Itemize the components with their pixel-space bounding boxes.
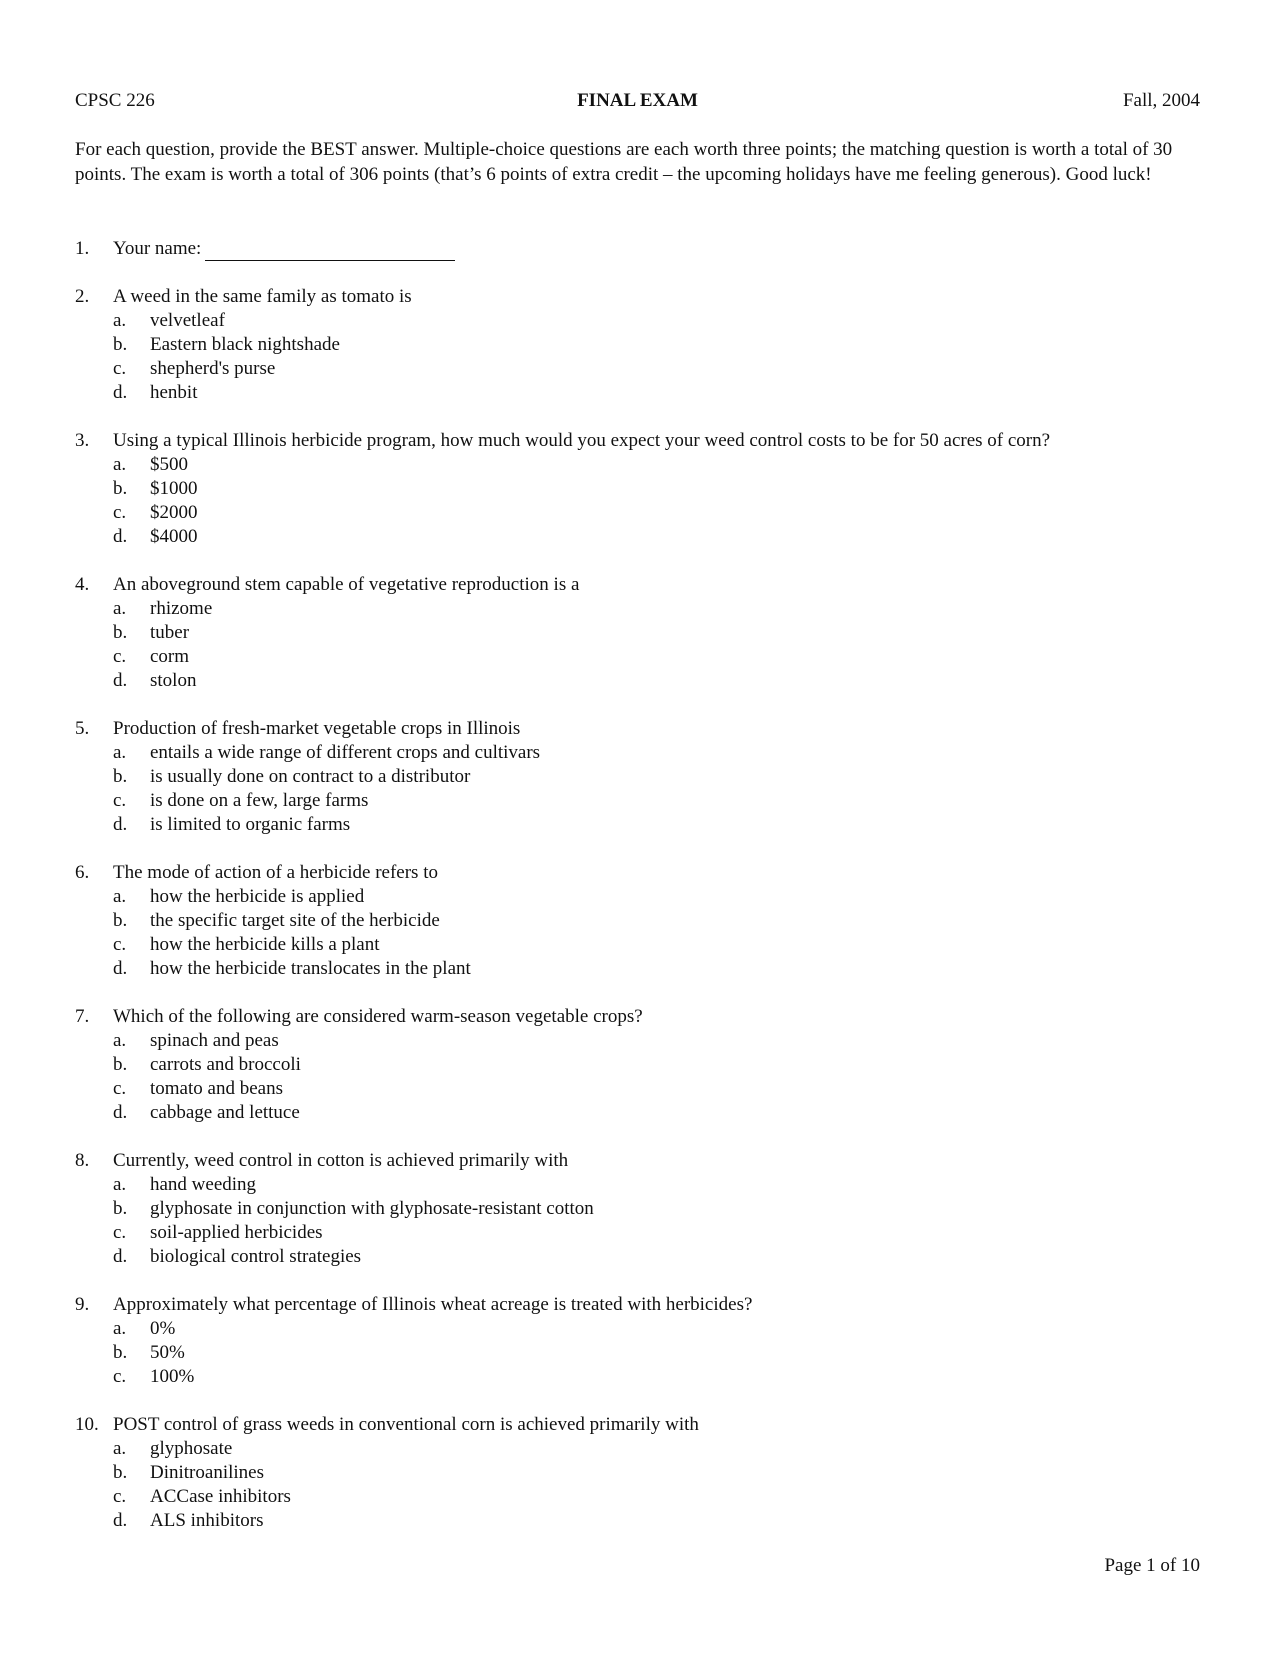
answer-option (113, 309, 1200, 333)
answer-option (113, 1029, 1200, 1053)
option-letter: c. (113, 646, 127, 667)
question-stem (75, 717, 1200, 741)
option-text: is limited to organic farms (150, 814, 351, 835)
question-text-content: An aboveground stem capable of vegetative reproduction is a (113, 574, 580, 595)
question-stem (75, 1149, 1200, 1173)
question-text (113, 1413, 1200, 1437)
answer-option (113, 1053, 1200, 1077)
answer-option (113, 1341, 1200, 1365)
option-letter: d. (113, 670, 128, 691)
answer-option (113, 501, 1200, 525)
answer-option (113, 885, 1200, 909)
answer-option (113, 597, 1200, 621)
option-letter: c. (113, 1222, 127, 1243)
question-stem (75, 1005, 1200, 1029)
question-stem (75, 285, 1200, 309)
option-text: how the herbicide is applied (150, 886, 365, 907)
instructions: For each question, provide the BEST answer. Multiple-choice questions are each worth three points; the matching question is worth a total of 30 points. The exam is worth a total of 306 points (that’s 6 points of extra credit – the upcoming holidays have me feeling generous). Good luck! (75, 139, 1173, 185)
question-number: 7. (75, 1006, 90, 1027)
option-text: entails a wide range of different crops and cultivars (150, 742, 541, 763)
option-text: biological control strategies (150, 1246, 362, 1267)
option-text: carrots and broccoli (150, 1054, 301, 1075)
answer-option (113, 741, 1200, 765)
option-letter: c. (113, 1078, 127, 1099)
answer-option (113, 477, 1200, 501)
answer-option (113, 1197, 1200, 1221)
option-letter: c. (113, 790, 127, 811)
option-letter: d. (113, 1510, 128, 1531)
question-text-content: Your name: (113, 238, 202, 259)
answer-option (113, 669, 1200, 693)
option-text: Eastern black nightshade (150, 334, 340, 355)
question-number: 10. (75, 1414, 99, 1435)
answer-option (113, 1365, 1200, 1389)
answer-option (113, 453, 1200, 477)
question-text-content: A weed in the same family as tomato is (113, 286, 412, 307)
option-text: soil-applied herbicides (150, 1222, 323, 1243)
answer-option (113, 1173, 1200, 1197)
option-text: $500 (150, 454, 188, 475)
option-letter: c. (113, 934, 127, 955)
question (75, 237, 1200, 261)
option-text: ACCase inhibitors (150, 1486, 291, 1507)
option-letter: a. (113, 1438, 127, 1459)
course-code: CPSC 226 (75, 90, 155, 111)
question-text-content: The mode of action of a herbicide refers to (113, 862, 438, 883)
question-text-content: Approximately what percentage of Illinois wheat acreage is treated with herbicides? (113, 1294, 753, 1315)
option-letter: a. (113, 1030, 127, 1051)
answer-option (113, 381, 1200, 405)
question-number: 5. (75, 718, 90, 739)
option-text: shepherd's purse (150, 358, 276, 379)
question (75, 1005, 1200, 1125)
option-letter: c. (113, 1366, 127, 1387)
option-text: $4000 (150, 526, 198, 547)
option-letter: a. (113, 1174, 127, 1195)
option-text: $1000 (150, 478, 198, 499)
question (75, 1413, 1200, 1533)
option-text: 50% (150, 1342, 185, 1363)
question-text (113, 1293, 1200, 1317)
answer-option (113, 957, 1200, 981)
option-text: henbit (150, 382, 198, 403)
answer-option (113, 1317, 1200, 1341)
question-number: 8. (75, 1150, 90, 1171)
question-stem (75, 1293, 1200, 1317)
option-letter: d. (113, 958, 128, 979)
page-title: FINAL EXAM (577, 90, 698, 111)
question-text (113, 237, 1200, 261)
answer-option (113, 1101, 1200, 1125)
question-number: 4. (75, 574, 90, 595)
question-stem (75, 429, 1200, 453)
option-letter: a. (113, 454, 127, 475)
name-answer-line[interactable] (205, 242, 455, 261)
option-text: spinach and peas (150, 1030, 279, 1051)
answer-option (113, 909, 1200, 933)
answer-option (113, 1461, 1200, 1485)
question-text (113, 429, 1200, 453)
question-stem (75, 237, 1200, 261)
option-letter: b. (113, 766, 128, 787)
option-letter: d. (113, 814, 128, 835)
option-text: is done on a few, large farms (150, 790, 369, 811)
page-number: Page 1 of 10 (1104, 1555, 1200, 1576)
answer-option (113, 1485, 1200, 1509)
option-text: is usually done on contract to a distributor (150, 766, 471, 787)
option-text: the specific target site of the herbicide (150, 910, 440, 931)
question (75, 1293, 1200, 1389)
question-number: 2. (75, 286, 90, 307)
option-letter: b. (113, 1342, 128, 1363)
option-letter: b. (113, 478, 128, 499)
question-text (113, 1149, 1200, 1173)
question (75, 573, 1200, 693)
answer-option (113, 1437, 1200, 1461)
option-letter: b. (113, 1462, 128, 1483)
option-text: 100% (150, 1366, 195, 1387)
option-letter: d. (113, 1246, 128, 1267)
option-text: hand weeding (150, 1174, 257, 1195)
option-letter: d. (113, 382, 128, 403)
option-letter: b. (113, 1054, 128, 1075)
answer-option (113, 621, 1200, 645)
question-number: 1. (75, 238, 90, 259)
question-text (113, 717, 1200, 741)
question-text (113, 285, 1200, 309)
option-letter: b. (113, 334, 128, 355)
answer-option (113, 1509, 1200, 1533)
option-text: 0% (150, 1318, 176, 1339)
option-text: rhizome (150, 598, 213, 619)
question-text (113, 861, 1200, 885)
option-letter: a. (113, 598, 127, 619)
option-text: glyphosate (150, 1438, 233, 1459)
question-number: 3. (75, 430, 90, 451)
option-letter: d. (113, 526, 128, 547)
question-text-content: Which of the following are considered warm-season vegetable crops? (113, 1006, 643, 1027)
question (75, 861, 1200, 981)
option-letter: b. (113, 622, 128, 643)
option-text: $2000 (150, 502, 198, 523)
option-letter: a. (113, 310, 127, 331)
option-text: how the herbicide translocates in the plant (150, 958, 471, 979)
question-stem (75, 573, 1200, 597)
option-text: velvetleaf (150, 310, 225, 331)
option-text: cabbage and lettuce (150, 1102, 300, 1123)
question-stem (75, 1413, 1200, 1437)
option-letter: d. (113, 1102, 128, 1123)
option-text: Dinitroanilines (150, 1462, 264, 1483)
question-text (113, 1005, 1200, 1029)
option-text: tomato and beans (150, 1078, 283, 1099)
answer-option (113, 357, 1200, 381)
question-stem (75, 861, 1200, 885)
question (75, 1149, 1200, 1269)
answer-option (113, 1245, 1200, 1269)
option-text: tuber (150, 622, 190, 643)
option-letter: c. (113, 358, 127, 379)
option-text: ALS inhibitors (150, 1510, 264, 1531)
option-letter: a. (113, 1318, 127, 1339)
answer-option (113, 645, 1200, 669)
answer-option (113, 1077, 1200, 1101)
answer-option (113, 525, 1200, 549)
question (75, 429, 1200, 549)
answer-option (113, 765, 1200, 789)
option-letter: a. (113, 886, 127, 907)
page-header (75, 90, 1200, 116)
option-text: corm (150, 646, 190, 667)
question (75, 285, 1200, 405)
option-letter: c. (113, 502, 127, 523)
question-number: 9. (75, 1294, 90, 1315)
answer-option (113, 333, 1200, 357)
option-letter: b. (113, 1198, 128, 1219)
option-letter: b. (113, 910, 128, 931)
term-label: Fall, 2004 (1122, 90, 1200, 111)
question-text-content: Production of fresh-market vegetable crops in Illinois (113, 718, 521, 739)
question (75, 717, 1200, 837)
question-text-content: Currently, weed control in cotton is achieved primarily with (113, 1150, 569, 1171)
option-text: glyphosate in conjunction with glyphosate-resistant cotton (150, 1198, 594, 1219)
question-number: 6. (75, 862, 90, 883)
option-text: stolon (150, 670, 197, 691)
answer-option (113, 789, 1200, 813)
question-text (113, 573, 1200, 597)
question-text-content: POST control of grass weeds in conventional corn is achieved primarily with (113, 1414, 699, 1435)
answer-option (113, 1221, 1200, 1245)
answer-option (113, 933, 1200, 957)
option-letter: c. (113, 1486, 127, 1507)
option-letter: a. (113, 742, 127, 763)
option-text: how the herbicide kills a plant (150, 934, 380, 955)
question-list (75, 237, 1200, 1557)
question-text-content: Using a typical Illinois herbicide program, how much would you expect your weed control costs to be for 50 acres of corn? (113, 430, 1051, 451)
answer-option (113, 813, 1200, 837)
